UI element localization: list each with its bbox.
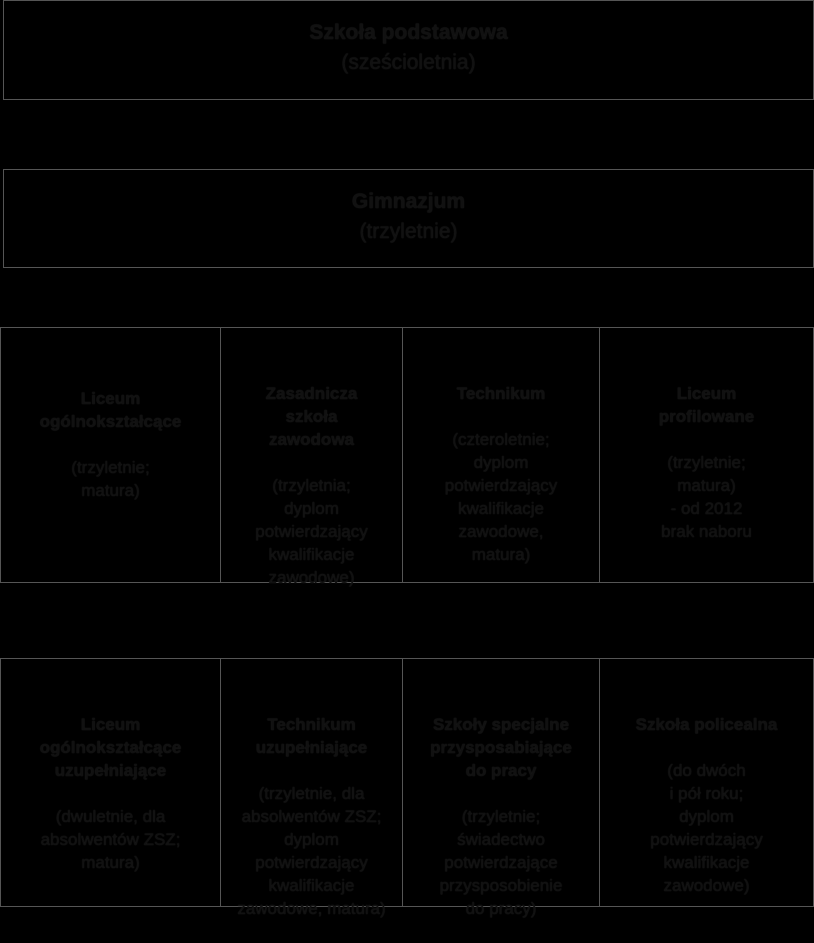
supplementary-cell-1 bbox=[0, 658, 221, 907]
supplementary-cell-3 bbox=[402, 658, 600, 918]
gymnasium-duration: (trzyletnie) bbox=[359, 220, 458, 243]
supplementary-cell-1-name: Liceum ogólnokształcące uzupełniające bbox=[39, 715, 182, 780]
supplementary-cell-4 bbox=[599, 658, 814, 907]
upper-secondary-cell-2-details: (trzyletnia; dyplom potwierdzający kwalifikacje zawodowe) bbox=[255, 476, 368, 587]
upper-secondary-cell-1-details: (trzyletnie; matura) bbox=[71, 458, 150, 500]
supplementary-cell-4-details: (do dwóch i pół roku; dyplom potwierdzający kwalifikacje zawodowe) bbox=[650, 761, 763, 895]
upper-secondary-cell-1-name: Liceum ogólnokształcące bbox=[39, 389, 182, 431]
upper-secondary-cell-4-name: Liceum profilowane bbox=[658, 384, 755, 426]
upper-secondary-cell-2-name: Zasadnicza szkoła zawodowa bbox=[265, 384, 358, 449]
supplementary-cell-4-name: Szkoła policealna bbox=[635, 715, 778, 734]
primary-school-box bbox=[3, 0, 814, 100]
upper-secondary-cell-4-details: (trzyletnie; matura) - od 2012 brak naboru bbox=[661, 453, 752, 541]
supplementary-cell-2-name: Technikum uzupełniające bbox=[255, 715, 368, 757]
upper-secondary-cell-3 bbox=[402, 327, 600, 583]
upper-secondary-cell-3-details: (czteroletnie; dyplom potwierdzający kwalifikacje zawodowe, matura) bbox=[444, 430, 558, 564]
primary-school-text bbox=[4, 18, 813, 78]
upper-secondary-cell-4 bbox=[599, 327, 814, 583]
supplementary-cell-2-details: (trzyletnie, dla absolwentów ZSZ; dyplom potwierdzający kwalifikacje zawodowe, matura) bbox=[237, 784, 386, 918]
upper-secondary-cell-1 bbox=[0, 327, 221, 583]
supplementary-cell-3-details: (trzyletnie; świadectwo potwierdzające przysposobienie do pracy) bbox=[439, 807, 563, 918]
supplementary-cell-1-details: (dwuletnie, dla absolwentów ZSZ; matura) bbox=[40, 807, 181, 872]
primary-school-duration: (sześcioletnia) bbox=[341, 51, 476, 74]
upper-secondary-cell-3-name: Technikum bbox=[456, 384, 546, 403]
gymnasium-box bbox=[3, 169, 814, 268]
upper-secondary-cell-2 bbox=[220, 327, 403, 587]
primary-school-name: Szkoła podstawowa bbox=[309, 21, 508, 44]
supplementary-cell-2 bbox=[220, 658, 403, 918]
supplementary-cell-3-name: Szkoły specjalne przysposabiające do pracy bbox=[430, 715, 572, 780]
gymnasium-name: Gimnazjum bbox=[351, 190, 466, 213]
gymnasium-text bbox=[4, 187, 813, 247]
